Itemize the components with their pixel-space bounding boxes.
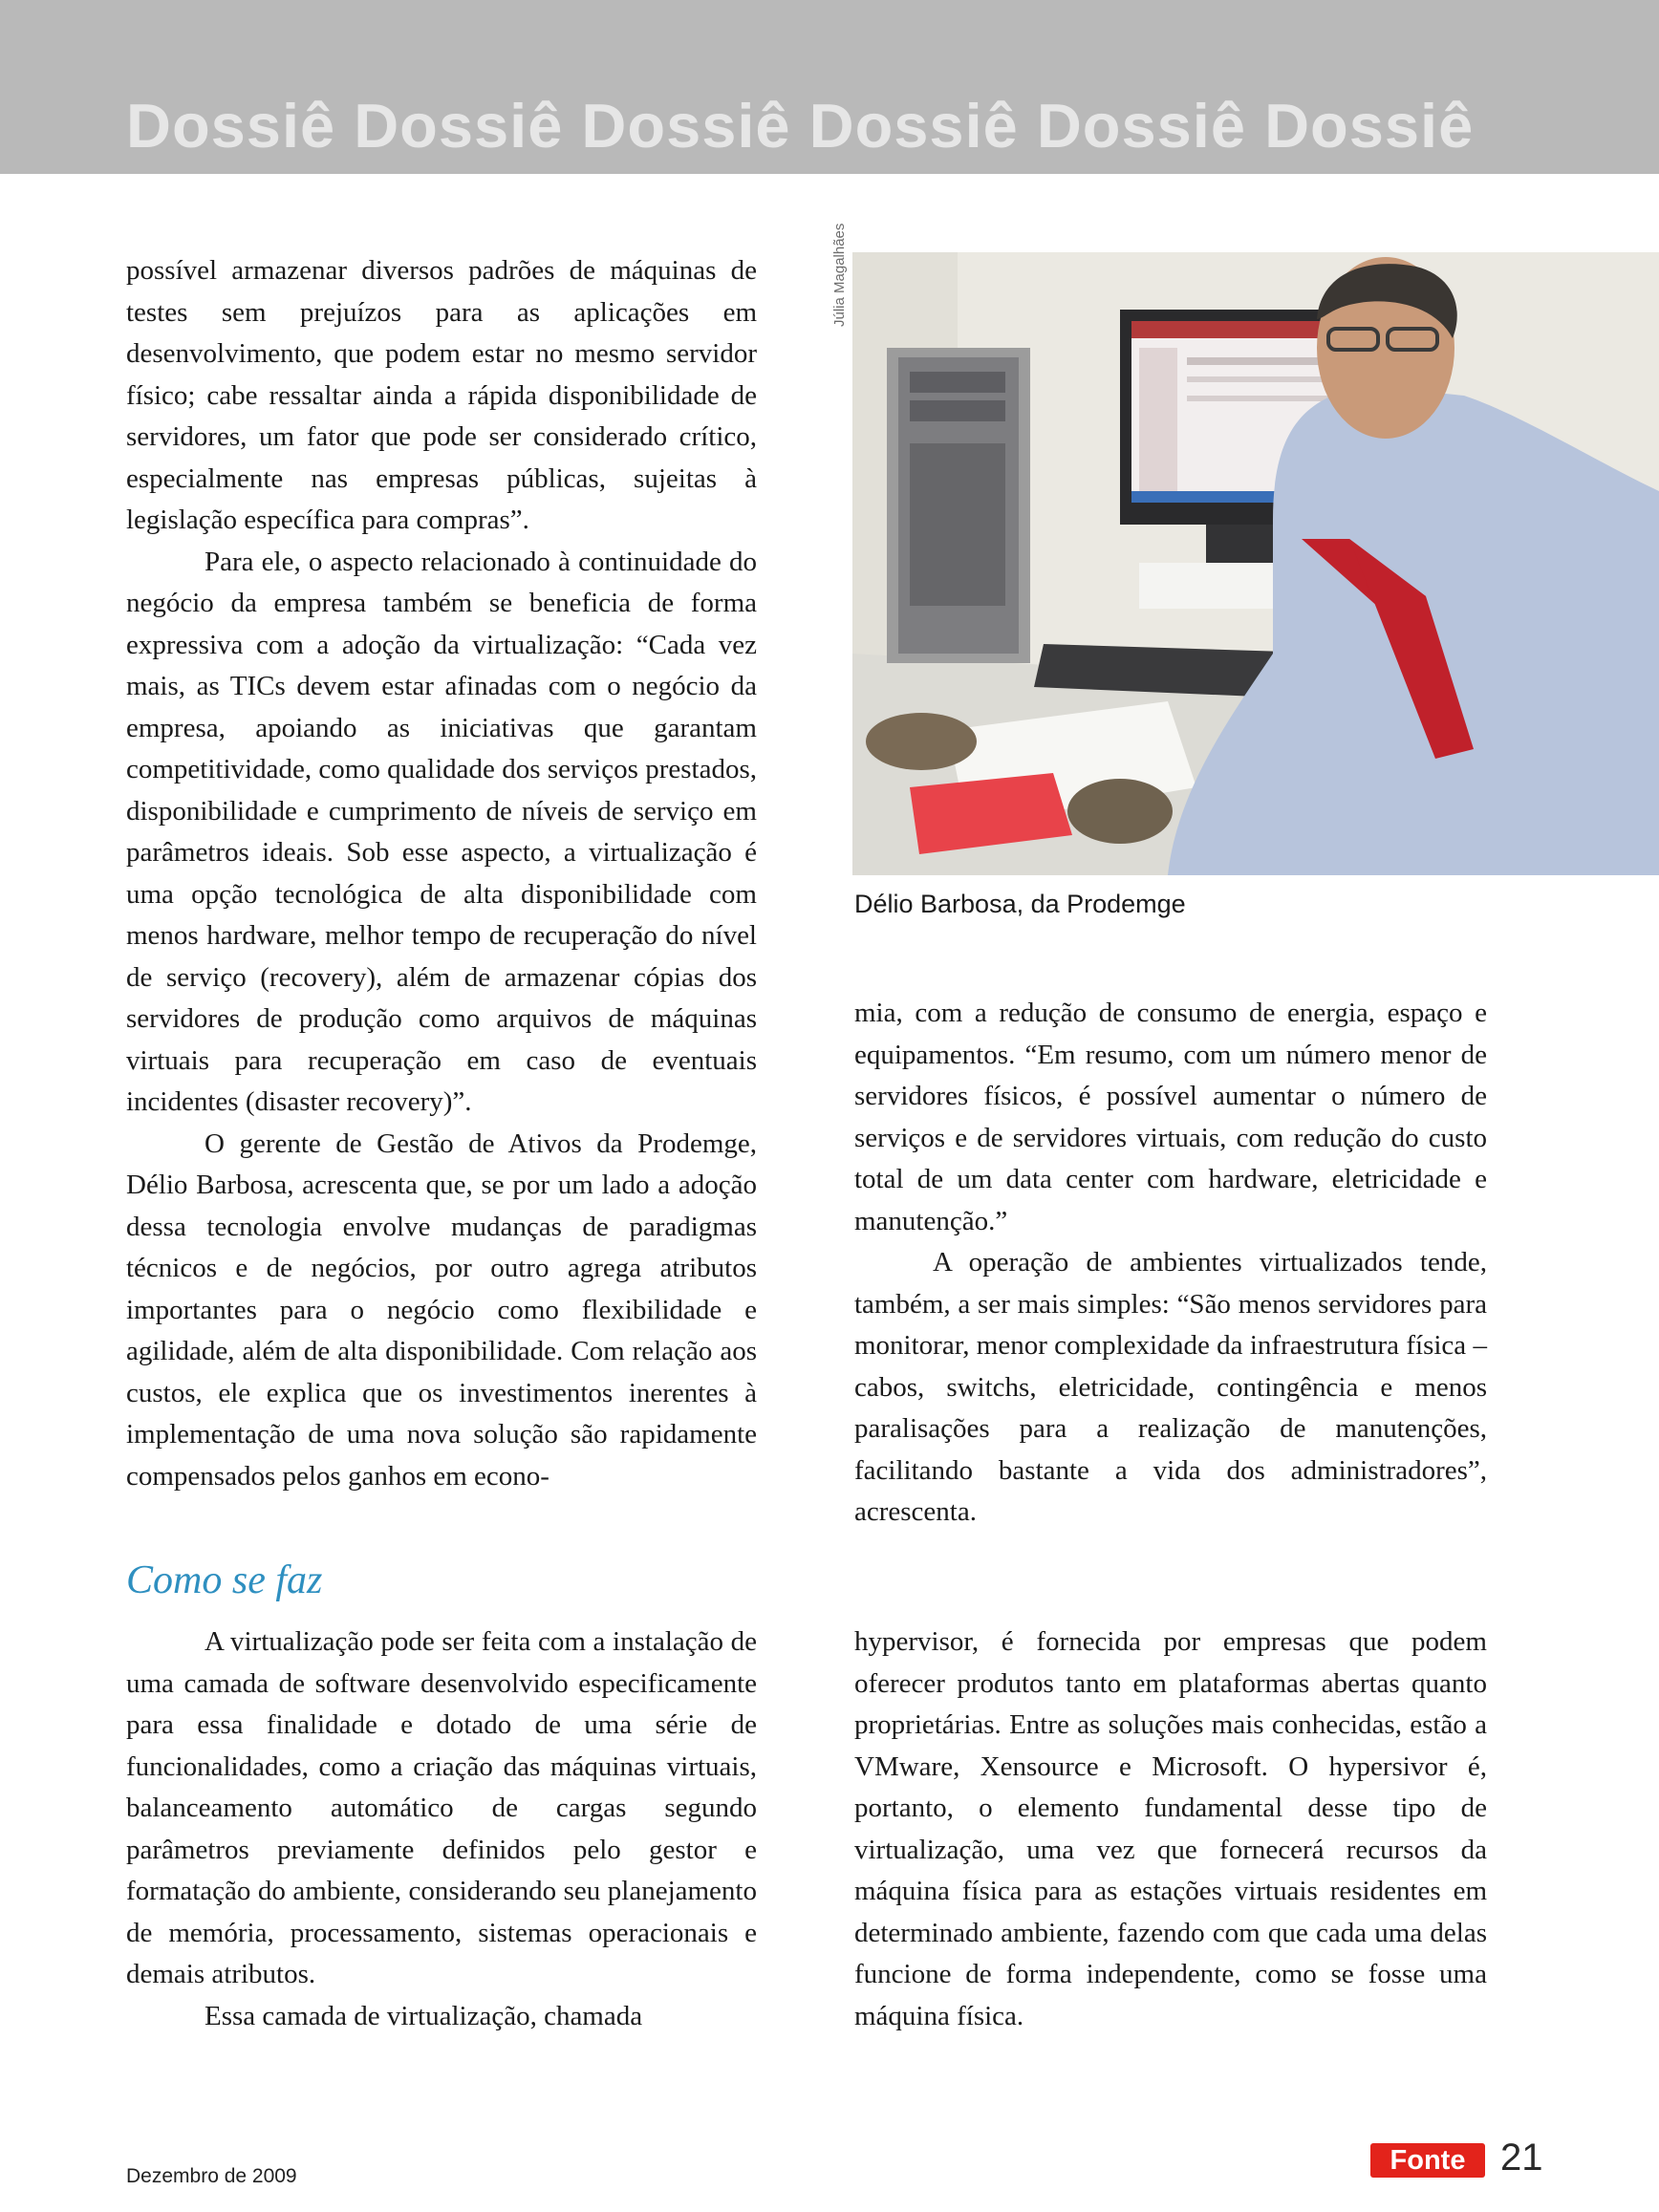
article-photo	[852, 252, 1659, 875]
paragraph: hypervisor, é fornecida por empresas que podem oferecer produtos tanto em plataformas abertas quanto proprietárias. Entre as soluções mais conhecidas, estão a VMware, Xensource e Microsoft. O hypersivor é, portanto, o elemento fundamental desse tipo de virtualização, uma vez que fornecerá recursos da máquina física para as estações virtuais residentes em determinado ambiente, fazendo com que cada uma delas funcione de forma independente, como se fosse uma máquina física.	[854, 1626, 1487, 2031]
paragraph: Essa camada de virtualização, chamada	[205, 2000, 643, 2031]
subheading: Como se faz	[126, 1558, 323, 1602]
magazine-logo	[1370, 2143, 1485, 2178]
column-left-bottom	[126, 1621, 757, 2037]
photo-illustration	[852, 252, 1659, 875]
paragraph: mia, com a redução de consumo de energia, espaço e equipamentos. “Em resumo, com um número menor de servidores físicos, é possível aumentar o número de serviços e de servidores virtuais, com redução do custo total de um data center com hardware, eletricidade e manutenção.”	[854, 998, 1487, 1236]
paragraph: A virtualização pode ser feita com a instalação de uma camada de software desenvolvido especificamente para essa finalidade e dotado de uma série de funcionalidades, como a criação das máquinas virtuais, balanceamento automático de cargas segundo parâmetros previamente definidos pelo gestor e formatação do ambiente, considerando seu planejamento de memória, processamento, sistemas operacionais e demais atributos.	[126, 1626, 757, 1989]
magazine-logo-text: Fonte	[1390, 2145, 1466, 2176]
photo-credit: Júlia Magalhães	[831, 223, 848, 327]
page-number: 21	[1500, 2137, 1543, 2179]
column-right-top	[854, 993, 1487, 1534]
issue-date: Dezembro de 2009	[126, 2165, 297, 2187]
photo-caption: Délio Barbosa, da Prodemge	[854, 890, 1186, 918]
column-left-top	[126, 250, 757, 1497]
column-right-bottom	[854, 1621, 1487, 2037]
header-banner	[0, 0, 1659, 174]
section-title: Dossiê Dossiê Dossiê Dossiê Dossiê Dossiê	[126, 91, 1475, 161]
paragraph: possível armazenar diversos padrões de máquinas de testes sem prejuízos para as aplicações em desenvolvimento, que podem estar no mesmo servidor físico; cabe ressaltar ainda a rápida disponibilidade de servidores, um fator que pode ser considerado crítico, especialmente nas empresas públicas, sujeitas à legislação específica para compras”.	[126, 255, 757, 535]
paragraph: Para ele, o aspecto relacionado à continuidade do negócio da empresa também se beneficia de forma expressiva com a adoção da virtualização: “Cada vez mais, as TICs devem estar afinadas com o negócio da empresa, apoiando as iniciativas que garantam competitividade, como qualidade dos serviços prestados, disponibilidade e cumprimento de níveis de serviço em parâmetros ideais. Sob esse aspecto, a virtualização é uma opção tecnológica de alta disponibilidade com menos hardware, melhor tempo de recuperação do nível de serviço (recovery), além de armazenar cópias dos servidores de produção como arquivos de máquinas virtuais para recuperação em caso de eventuais incidentes (disaster recovery)”.	[126, 546, 757, 1117]
paragraph: O gerente de Gestão de Ativos da Prodemge, Délio Barbosa, acrescenta que, se por um lado a adoção dessa tecnologia envolve mudanças de paradigmas técnicos e de negócios, por outro agrega atributos importantes para o negócio como flexibilidade e agilidade, além de alta disponibilidade. Com relação aos custos, ele explica que os investimentos inerentes à implementação de uma nova solução são rapidamente compensados pelos ganhos em econo-	[126, 1127, 757, 1492]
paragraph: A operação de ambientes virtualizados tende, também, a ser mais simples: “São menos servidores para monitorar, menor complexidade da infraestrutura física – cabos, switchs, eletricidade, contingência e menos paralisações para a realização de manutenções, facilitando bastante a vida dos administradores”, acrescenta.	[854, 1247, 1487, 1527]
